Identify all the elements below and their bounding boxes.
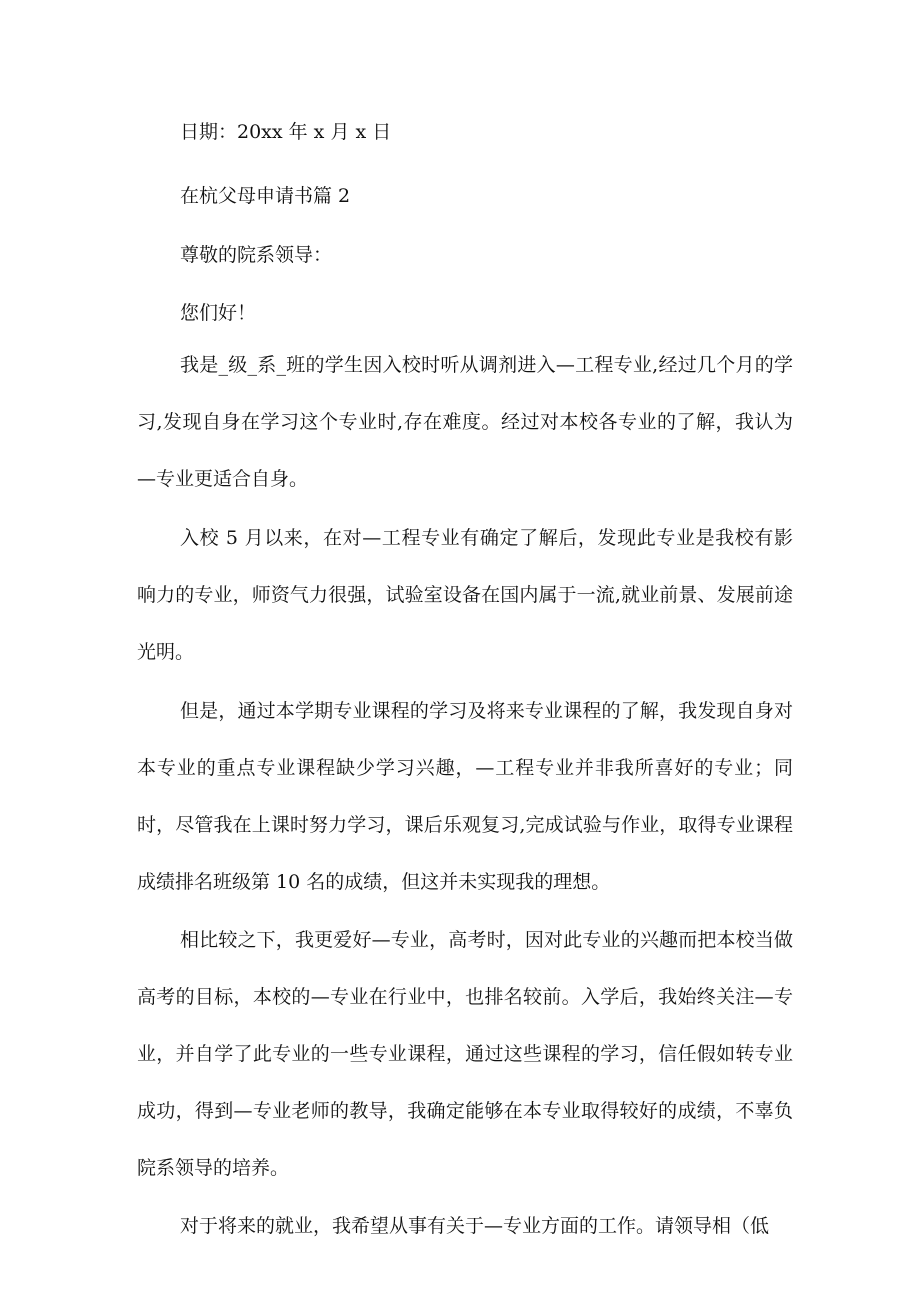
paragraph-2: 入校 5 月以来，在对—工程专业有确定了解后，发现此专业是我校有影响力的专业，师资气力很强，试验室设备在国内属于一流,就业前景、发展前途光明。	[137, 527, 793, 663]
date-line: 日期：20xx 年 x 月 x 日	[180, 121, 392, 143]
paragraph-4: 相比较之下，我更爱好—专业，高考时，因对此专业的兴趣而把本校当做高考的目标，本校的—专业在行业中，也排名较前。入学后，我始终关注—专业，并自学了此专业的一些专业课程，通过这些课程的学习，信任假如转专业成功，得到—专业老师的教导，我确定能够在本专业取得较好的成绩，不辜负院系领导的培养。	[137, 929, 793, 1179]
paragraph-5: 对于将来的就业，我希望从事有关于—专业方面的工作。请领导相（低	[180, 1215, 770, 1237]
document-heading: 在杭父母申请书篇 2	[180, 185, 351, 207]
salutation: 尊敬的院系领导：	[180, 244, 333, 266]
paragraph-3: 但是，通过本学期专业课程的学习及将来专业课程的了解，我发现自身对本专业的重点专业课程缺少学习兴趣，—工程专业并非我所喜好的专业；同时，尽管我在上课时努力学习，课后乐观复习,完成试验与作业，取得专业课程成绩排名班级第 10 名的成绩，但这并未实现我的理想。	[137, 700, 793, 893]
greeting: 您们好！	[180, 302, 257, 324]
paragraph-1: 我是_级_系_班的学生因入校时听从调剂进入—工程专业,经过几个月的学习,发现自身在学习这个专业时,存在难度。经过对本校各专业的了解，我认为—专业更适合自身。	[137, 354, 793, 490]
